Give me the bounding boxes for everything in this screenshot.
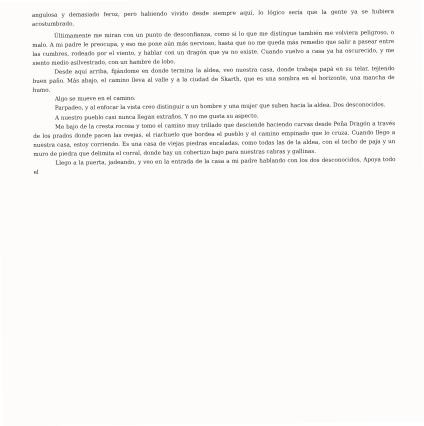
page-text [32, 8, 396, 178]
paragraph-6: A nuestro pueblo casi nunca llegan extraños. Y no me gusta su aspecto. [54, 113, 259, 122]
paragraph-7: Me bajo de la cresta rocosa y tomo el camino muy trillado que desciende haciendo curvas desde Peña Dragón a través de los prados donde pacen las ovejas, el riachuelo que bordea el pueblo y el camino empinado que lo cruza. Cuando llego a nuestra casa, estoy corriendo. Es una casa de viejas piedras encaladas, como todas las de la aldea, con el techo de paja y un muro de piedra que delimita el corral, donde hay un cobertizo bajo para nuestras cabras y gallinas. [33, 120, 396, 158]
paragraph-2: Últimamente me miran con un punto de desconfianza, como si lo que me distingue también me volviera peligroso, o malo. A mi padre le preocupa, y eso me pone aún más nervioso, hasta que no me queda más remedio que salir a pasear entre las cumbres, rodeado por el viento, y hablar con un dragón que ya no existe. Cuando vuelvo a casa ya ha oscurecido, y me siento medio asilvestrado, con un hambre de lobo. [32, 30, 395, 68]
paragraph-5: Parpadeo, y al enfocar la vista creo distinguir a un hombre y una mujer que suben hacia la aldea. Dos desconocidos. [54, 102, 386, 113]
paragraph-3: Desde aquí arriba, fijándome en donde termina la aldea, veo nuestra casa, donde trabaja papá en su telar, tejiendo buen paño. Más abajo, el camino lleva al valle y a la ciudad de Skarth, que es una sombra en el horizonte, una mancha de humo. [32, 66, 395, 95]
paragraph-8: Llego a la puerta, jadeando, y veo en la entrada de la casa a mi padre hablando con los dos desconocidos. Apoya todo el [33, 156, 396, 176]
paragraph-4: Algo se mueve en el camino. [54, 96, 136, 104]
paragraph-1: angulosa y demasiado feroz, pero habiendo vivido desde siempre aquí, lo lógico sería que la gente ya se hubiera acostumbrado. [31, 9, 394, 28]
